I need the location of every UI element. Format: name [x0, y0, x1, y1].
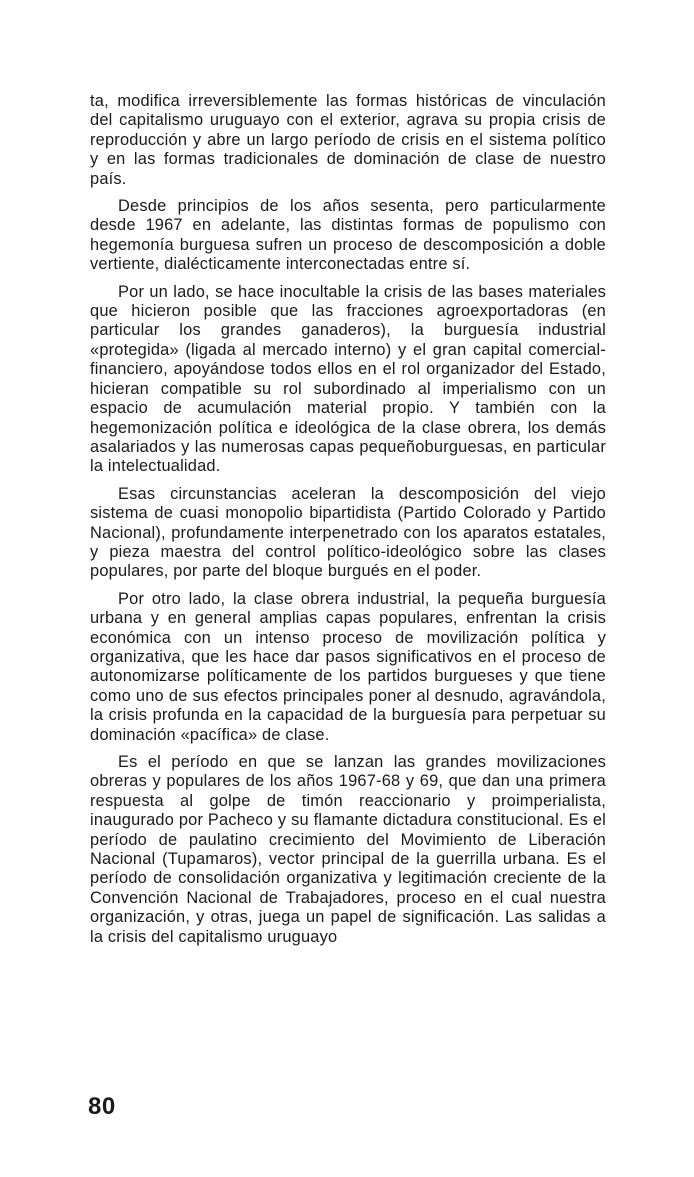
- paragraph-3: Por un lado, se hace inocultable la crisis de las bases materiales que hicieron posible que las fracciones agroexportadoras (en particular los grandes ganaderos), la burguesía industrial «protegida» (ligada al mercado interno) y el gran capital comercial-financiero, apoyándose todos ellos en el rol organizador del Estado, hicieran compatible su rol subordinado al imperialismo con un espacio de acumulación material propio. Y también con la hegemonización política e ideológica de la clase obrera, los demás asalariados y las numerosas capas pequeñoburguesas, en particular la intelectualidad.: [90, 282, 606, 476]
- paragraph-5: Por otro lado, la clase obrera industrial, la pequeña burguesía urbana y en general amplias capas populares, enfrentan la crisis económica con un intenso proceso de movilización política y organizativa, que les hace dar pasos significativos en el proceso de autonomizarse políticamente de los partidos burgueses y que tiene como uno de sus efectos principales poner al desnudo, agravándola, la crisis profunda en la capacidad de la burguesía para perpetuar su dominación «pacífica» de clase.: [90, 589, 606, 744]
- paragraph-2: Desde principios de los años sesenta, pero particularmente desde 1967 en adelante, las distintas formas de populismo con hegemonía burguesa sufren un proceso de descomposición a doble vertiente, dialécticamente interconectadas entre sí.: [90, 197, 606, 274]
- page-number: 80: [88, 1093, 116, 1120]
- paragraph-1: ta, modifica irreversiblemente las formas históricas de vinculación del capitalismo uruguayo con el exterior, agrava su propia crisis de reproducción y abre un largo período de crisis en el sistema político y en las formas tradicionales de dominación de clase de nuestro país.: [90, 92, 606, 188]
- paragraph-6: Es el período en que se lanzan las grandes movilizaciones obreras y populares de los años 1967-68 y 69, que dan una primera respuesta al golpe de timón reaccionario y proimperialista, inaugurado por Pacheco y su flamante dictadura constitucional. Es el período de paulatino crecimiento del Movimiento de Liberación Nacional (Tupamaros), vector principal de la guerrilla urbana. Es el período de consolidación organizativa y legitimación creciente de la Convención Nacional de Trabajadores, proceso en el cual nuestra organización, y otras, juega un papel de significación. Las salidas a la crisis del capitalismo uruguayo: [90, 753, 606, 946]
- body-text: [90, 92, 606, 955]
- paragraph-4: Esas circunstancias aceleran la descomposición del viejo sistema de cuasi monopolio bipartidista (Partido Colorado y Partido Nacional), profundamente interpenetrado con los aparatos estatales, y pieza maestra del control político-ideológico sobre las clases populares, por parte del bloque burgués en el poder.: [90, 484, 606, 581]
